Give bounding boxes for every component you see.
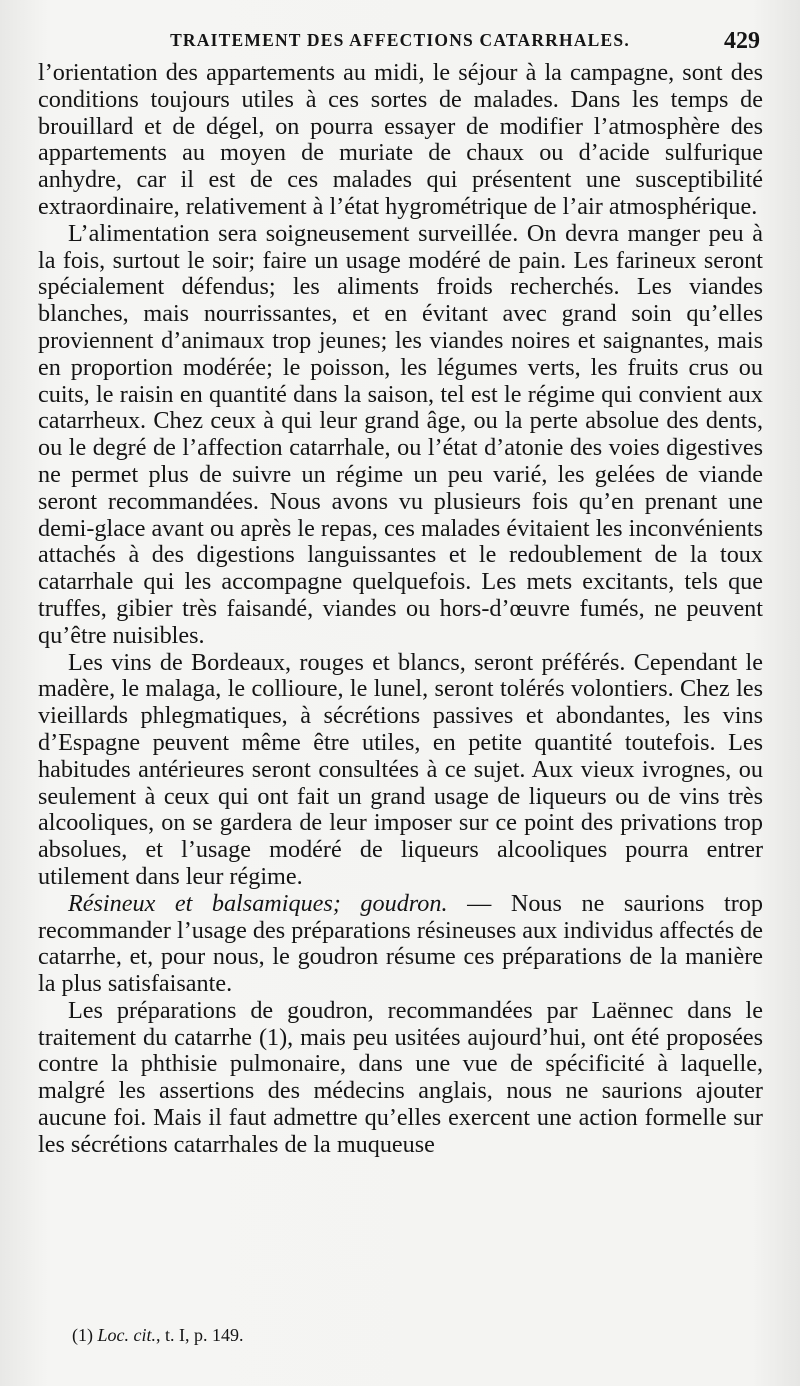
footnote-citation: Loc. cit. xyxy=(97,1325,156,1345)
paragraph-4 xyxy=(38,891,763,998)
page-number: 429 xyxy=(724,28,760,54)
paragraph-1: l’orientation des appartements au midi, le séjour à la campagne, sont des conditions toujours utiles à ces sortes de malades. Dans les temps de brouillard et de dégel, on pourra essayer de modifier l’atmosphère des appartements au moyen de muriate de chaux ou d’acide sulfurique anhydre, car il est de ces malades qui présentent une susceptibilité extraordinaire, relativement à l’état hygrométrique de l’air atmosphérique. xyxy=(38,59,763,220)
footnote xyxy=(72,1325,244,1346)
footnote-text: , t. I, p. 149. xyxy=(156,1325,244,1345)
paragraph-4-text: — Nous ne saurions trop recommander l’usage des préparations résineuses aux individus affectés de catarrhe, et, pour nous, le goudron résume ces préparations de la manière la plus satisfaisante. xyxy=(38,889,763,998)
paragraph-3: Les vins de Bordeaux, rouges et blancs, seront préférés. Cependant le madère, le malaga, le collioure, le lunel, seront tolérés volontiers. Chez les vieillards phlegmatiques, à sécrétions passives et abondantes, les vins d’Espagne peuvent même être utiles, en petite quantité toutefois. Les habitudes antérieures seront consultées à ce sujet. Aux vieux ivrognes, ou seulement à ceux qui ont fait un grand usage de liqueurs ou de vins très alcooliques, on se gardera de leur imposer sur ce point des privations trop absolues, et l’usage modéré de liqueurs alcooliques pourra entrer utilement dans leur régime. xyxy=(38,648,763,890)
paragraph-5: Les préparations de goudron, recommandées par Laënnec dans le traitement du catarrhe (1), mais peu usitées aujourd’hui, ont été proposées contre la phthisie pulmonaire, dans une vue de spécificité à laquelle, malgré les assertions des médecins anglais, nous ne saurions ajouter aucune foi. Mais il faut admettre qu’elles exercent une action formelle sur les sécrétions catarrhales de la muqueuse xyxy=(38,996,763,1158)
section-lead: Résineux et balsamiques; goudron. xyxy=(68,889,448,917)
paragraph-2: L’alimentation sera soigneusement surveillée. On devra manger peu à la fois, surtout le soir; faire un usage modéré de pain. Les farineux seront spécialement défendus; les aliments froids recherchés. Les viandes blanches, mais nourrissantes, et en évitant avec grand soin qu’elles proviennent d’animaux trop jeunes; les viandes noires et saignantes, mais en proportion modérée; le poisson, les légumes verts, les fruits crus ou cuits, le raisin en quantité dans la saison, tel est le régime qui convient aux catarrheux. Chez ceux à qui leur grand âge, ou la perte absolue des dents, ou le degré de l’affection catarrhale, ou l’état d’atonie des voies digestives ne permet plus de suivre un régime un peu varié, les gelées de viande seront recommandées. Nous avons vu plusieurs fois qu’en prenant une demi-glace avant ou après le repas, ces malades évitaient les inconvénients attachés à des digestions languissantes et le redoublement de la toux catarrhale qui les accompagne quelquefois. Les mets excitants, tels que truffes, gibier très faisandé, viandes ou hors-d’œuvre fumés, ne peuvent qu’être nuisibles. xyxy=(38,219,763,649)
footnote-marker: (1) xyxy=(72,1325,93,1345)
running-title: TRAITEMENT DES AFFECTIONS CATARRHALES. xyxy=(170,30,630,50)
running-head xyxy=(40,30,760,60)
body-text xyxy=(38,60,763,1159)
